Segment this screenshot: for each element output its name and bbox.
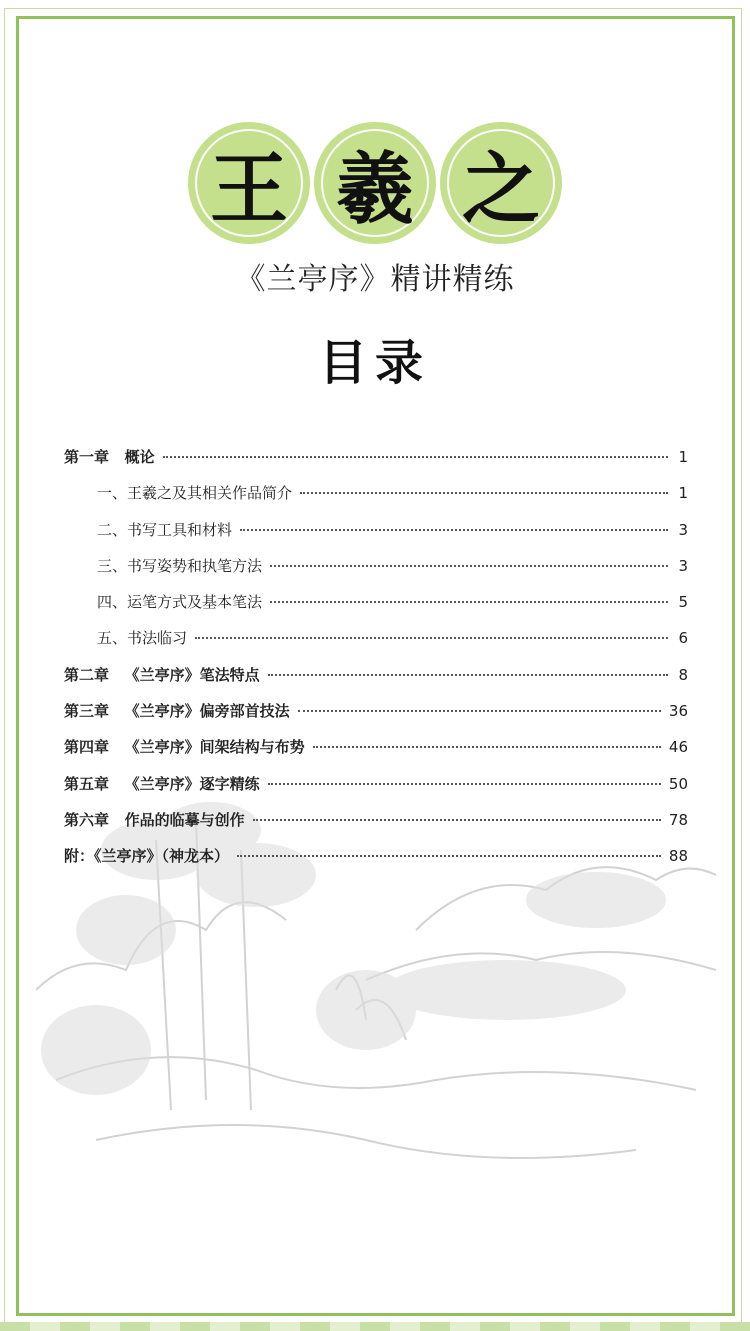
- toc-entry[interactable]: [64, 591, 688, 627]
- toc-leader-dots: [240, 529, 668, 531]
- toc-entry[interactable]: [64, 482, 688, 518]
- toc-leader-dots: [253, 819, 661, 821]
- toc-entry[interactable]: [64, 664, 688, 700]
- toc-entry[interactable]: [64, 773, 688, 809]
- toc-entry[interactable]: [64, 627, 688, 663]
- toc-entry[interactable]: [64, 736, 688, 772]
- title-seal-3: [440, 122, 562, 244]
- toc-entry[interactable]: [64, 809, 688, 845]
- toc-leader-dots: [313, 746, 661, 748]
- toc-entry-label: 三、书写姿势和执笔方法: [97, 556, 263, 575]
- toc-entry-page: 6: [678, 629, 688, 648]
- toc-leader-dots: [268, 674, 668, 676]
- toc-entry-label: 第二章 《兰亭序》笔法特点: [64, 665, 260, 684]
- toc-leader-dots: [298, 710, 661, 712]
- toc-entry-page: 3: [678, 520, 688, 539]
- title-seal-1: [188, 122, 310, 244]
- toc-entry[interactable]: [64, 446, 688, 482]
- seal-char-1: 王: [209, 144, 288, 235]
- toc-entry-page: 46: [668, 738, 688, 757]
- table-of-contents: [64, 446, 688, 882]
- toc-entry-label: 第四章 《兰亭序》间架结构与布势: [64, 738, 305, 757]
- toc-entry-page: 1: [678, 484, 688, 503]
- toc-entry-label: 第六章 作品的临摹与创作: [64, 810, 245, 829]
- toc-entry[interactable]: [64, 555, 688, 591]
- toc-entry-label: 二、书写工具和材料: [97, 520, 233, 539]
- toc-entry-page: 8: [678, 665, 688, 684]
- toc-entry-page: 1: [678, 448, 688, 466]
- toc-entry-page: 3: [678, 556, 688, 575]
- toc-entry-page: 5: [678, 593, 688, 612]
- toc-entry-page: 78: [668, 810, 688, 829]
- toc-leader-dots: [268, 783, 661, 785]
- toc-leader-dots: [300, 492, 668, 494]
- toc-entry-label: 第三章 《兰亭序》偏旁部首技法: [64, 702, 290, 721]
- toc-entry-page: 88: [668, 847, 688, 866]
- toc-leader-dots: [237, 855, 661, 857]
- toc-entry[interactable]: [64, 519, 688, 555]
- toc-entry-label: 附：《兰亭序》（神龙本）: [64, 847, 230, 866]
- toc-entry-label: 第五章 《兰亭序》逐字精练: [64, 774, 260, 793]
- seal-char-3: 之: [461, 144, 540, 235]
- bottom-decor-strip: [0, 1322, 750, 1331]
- toc-entry-label: 第一章 概论: [64, 448, 155, 466]
- toc-entry-label: 四、运笔方式及基本笔法: [97, 593, 263, 612]
- book-subtitle: 《兰亭序》精讲精练: [235, 262, 515, 297]
- toc-leader-dots: [195, 637, 668, 639]
- toc-leader-dots: [163, 456, 668, 458]
- toc-entry[interactable]: [64, 700, 688, 736]
- toc-heading: 目录: [318, 335, 431, 391]
- toc-entry-page: 36: [668, 702, 688, 721]
- toc-entry-label: 一、王羲之及其相关作品简介: [97, 484, 293, 503]
- toc-entry-page: 50: [668, 774, 688, 793]
- seal-char-2: 羲: [335, 144, 414, 235]
- toc-leader-dots: [270, 601, 668, 603]
- title-seal-2: [314, 122, 436, 244]
- toc-leader-dots: [270, 565, 668, 567]
- toc-entry[interactable]: [64, 845, 688, 881]
- toc-entry-label: 五、书法临习: [97, 629, 188, 648]
